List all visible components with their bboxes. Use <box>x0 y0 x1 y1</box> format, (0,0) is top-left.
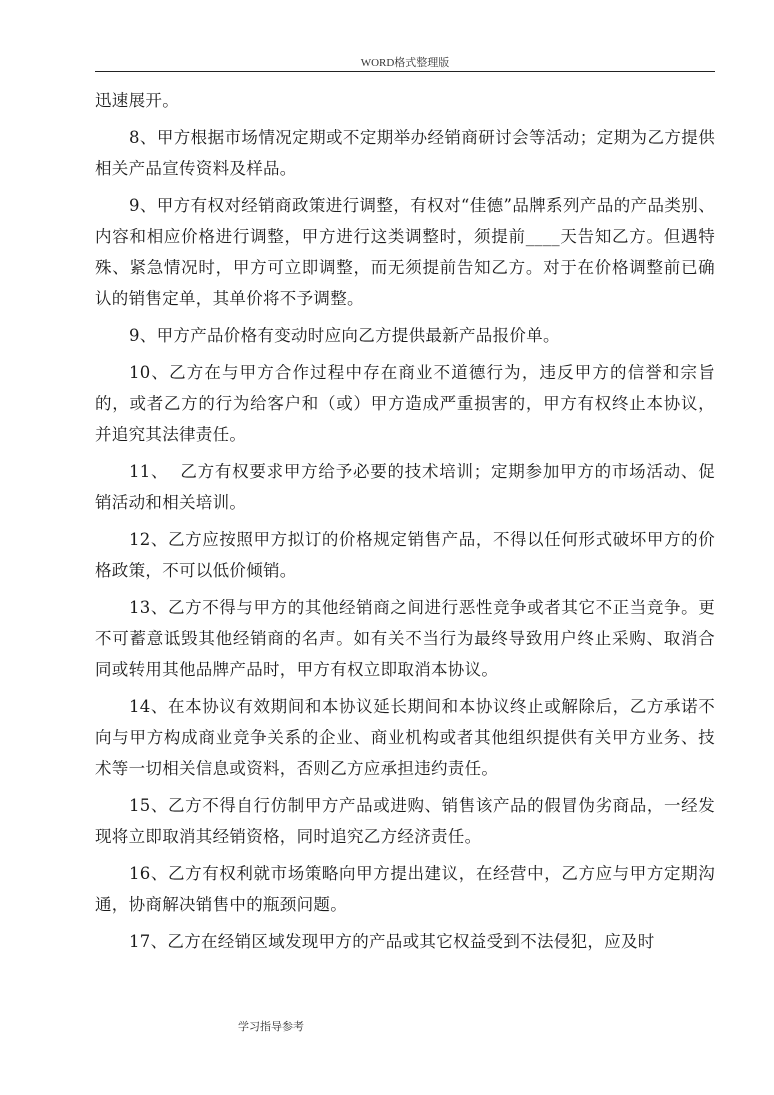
clause-15: 15、乙方不得自行仿制甲方产品或进购、销售该产品的假冒伪劣商品，一经发现将立即取消其经销资格，同时追究乙方经济责任。 <box>95 796 715 846</box>
page-header: WORD格式整理版 <box>360 57 450 69</box>
clause-14: 14、在本协议有效期间和本协议延长期间和本协议终止或解除后，乙方承诺不向与甲方构成商业竞争关系的企业、商业机构或者其他组织提供有关甲方业务、技术等一切相关信息或资料，否则乙方应承担违约责任。 <box>95 697 715 778</box>
clause-8: 8、甲方根据市场情况定期或不定期举办经销商研讨会等活动；定期为乙方提供相关产品宣传资料及样品。 <box>95 128 715 178</box>
clause-12: 12、乙方应按照甲方拟订的价格规定销售产品，不得以任何形式破坏甲方的价格政策，不可以低价倾销。 <box>95 530 715 580</box>
clause-9-price-list: 9、甲方产品价格有变动时应向乙方提供最新产品报价单。 <box>129 326 560 345</box>
clause-11: 11、 乙方有权要求甲方给予必要的技术培训；定期参加甲方的市场活动、促销活动和相关培训。 <box>95 462 715 512</box>
document-body <box>95 85 715 963</box>
page-footer: 学习指导参考 <box>238 1020 304 1033</box>
clause-17: 17、乙方在经销区域发现甲方的产品或其它权益受到不法侵犯，应及时 <box>129 932 655 951</box>
clause-13: 13、乙方不得与甲方的其他经销商之间进行恶性竞争或者其它不正当竞争。更不可蓄意诋毁其他经销商的名声。如有关不当行为最终导致用户终止采购、取消合同或转用其他品牌产品时，甲方有权立即取消本协议。 <box>95 598 715 679</box>
header-divider <box>95 71 715 72</box>
clause-10: 10、乙方在与甲方合作过程中存在商业不道德行为，违反甲方的信誉和宗旨的，或者乙方的行为给客户和（或）甲方造成严重损害的，甲方有权终止本协议，并追究其法律责任。 <box>95 363 715 444</box>
paragraph-continuation: 迅速展开。 <box>95 91 179 110</box>
clause-9-price-adjustment: 9、甲方有权对经销商政策进行调整，有权对“佳德”品牌系列产品的产品类别、内容和相应价格进行调整，甲方进行这类调整时，须提前____天告知乙方。但遇特殊、紧急情况时，甲方可立即调整，而无须提前告知乙方。对于在价格调整前已确认的销售定单，其单价将不予调整。 <box>95 196 715 308</box>
clause-16: 16、乙方有权利就市场策略向甲方提出建议，在经营中，乙方应与甲方定期沟通，协商解决销售中的瓶颈问题。 <box>95 864 715 914</box>
